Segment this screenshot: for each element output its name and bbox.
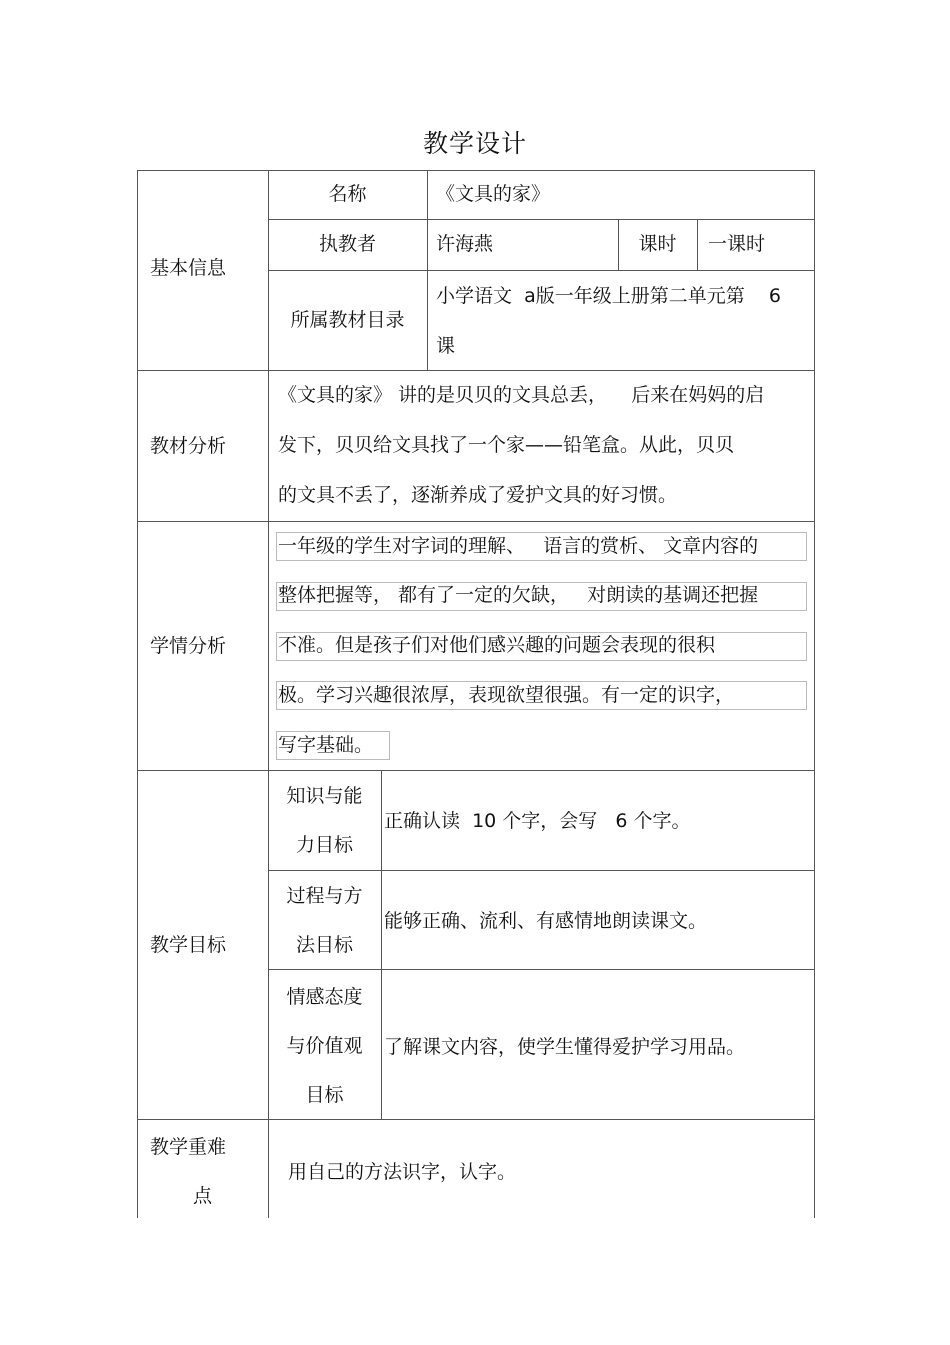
student-analysis-line: 极。学习兴趣很浓厚，表现欲望很强。有一定的识字， [278,684,735,706]
student-analysis-line: 不准。但是孩子们对他们感兴趣的问题会表现的很积 [278,634,716,656]
teacher-label: 执教者 [318,233,376,255]
goal-emotion-label: 情感态度 [286,986,363,1008]
catalog-value-line-1: 小学语文 a版一年级上册第二单元第 6 [436,285,781,307]
basic-info-label: 基本信息 [150,257,227,279]
student-analysis-label: 学情分析 [150,635,227,657]
period-label: 课时 [638,233,677,255]
goal-knowledge-value: 正确认读 10 个字，会写 6 个字。 [384,810,691,832]
period-value: 一课时 [708,233,766,255]
catalog-label: 所属教材目录 [290,309,405,331]
goal-process-value: 能够正确、流利、有感情地朗读课文。 [384,910,708,932]
key-points-label: 点 [192,1185,212,1207]
material-analysis-line: 的文具不丢了，逐渐养成了爱护文具的好习惯。 [278,484,678,506]
name-value: 《文具的家》 [436,183,551,205]
goal-emotion-label: 与价值观 [286,1035,363,1057]
material-analysis-line: 《文具的家》 讲的是贝贝的文具总丢， 后来在妈妈的启 [278,384,765,406]
material-analysis-label: 教材分析 [150,435,227,457]
key-points-value: 用自己的方法识字，认字。 [288,1161,517,1183]
goal-emotion-value: 了解课文内容，使学生懂得爱护学习用品。 [384,1036,746,1058]
goal-emotion-label: 目标 [305,1084,344,1106]
student-analysis-line: 整体把握等， 都有了一定的欠缺， 对朗读的基调还把握 [278,584,759,606]
material-analysis-line: 发下，贝贝给文具找了一个家——铅笔盒。从此，贝贝 [278,434,735,456]
teaching-goals-label: 教学目标 [150,934,227,956]
goal-knowledge-label: 力目标 [295,834,353,856]
goal-process-label: 法目标 [295,934,353,956]
student-analysis-line: 一年级的学生对字词的理解、 语言的赏析、 文章内容的 [278,535,759,557]
name-label: 名称 [328,183,367,205]
goal-process-label: 过程与方 [286,885,363,907]
teacher-value: 许海燕 [436,233,494,255]
goal-knowledge-label: 知识与能 [286,785,363,807]
catalog-value-line-2: 课 [436,335,456,357]
document-title: 教学设计 [422,129,527,158]
key-points-label: 教学重难 [150,1136,227,1158]
student-analysis-line: 写字基础。 [278,734,374,756]
